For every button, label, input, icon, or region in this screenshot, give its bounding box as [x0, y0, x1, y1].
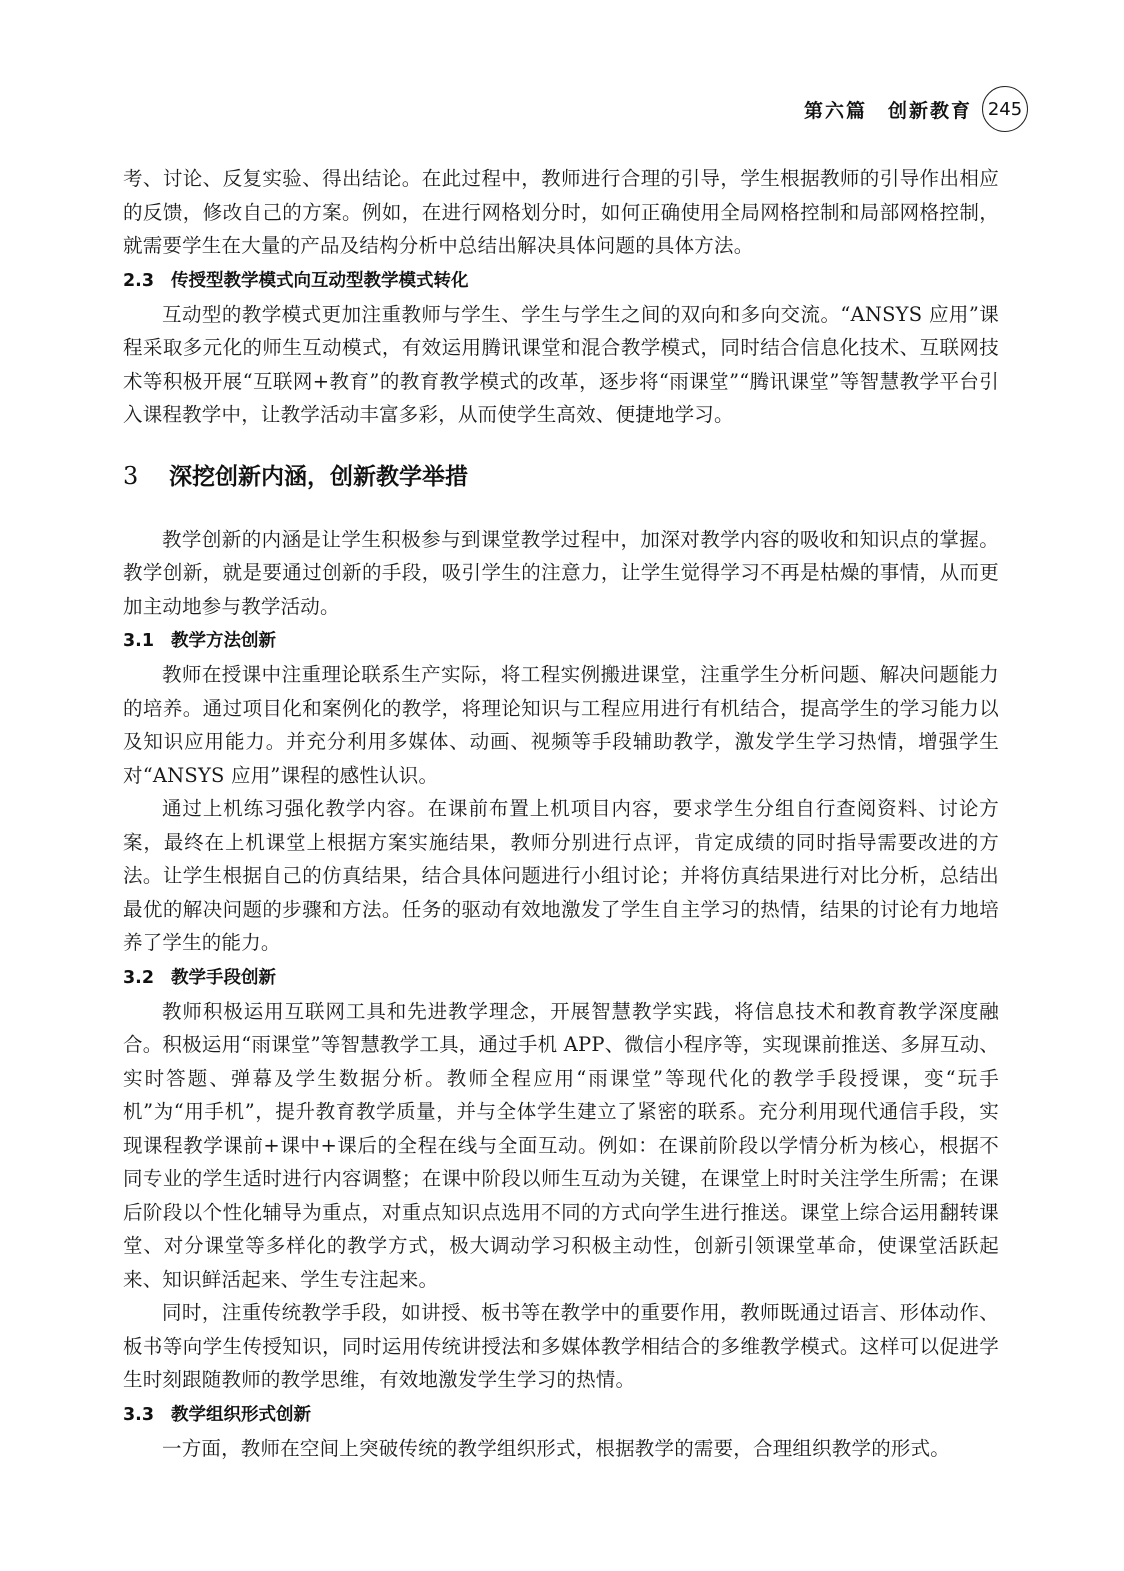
subsection-title: 传授型教学模式向互动型教学模式转化: [171, 270, 469, 291]
subsection-title: 教学组织形式创新: [171, 1404, 311, 1425]
subsection-number: 2.3: [123, 270, 155, 291]
subsection-heading-3-1: [123, 626, 999, 656]
subsection-heading-2-3: [123, 266, 999, 296]
page-number: 245: [982, 86, 1028, 132]
subsection-heading-3-3: [123, 1400, 999, 1430]
paragraph: 一方面，教师在空间上突破传统的教学组织形式，根据教学的需要，合理组织教学的形式。: [162, 1436, 951, 1460]
subsection-title: 教学手段创新: [171, 967, 276, 988]
paragraph: 教学创新的内涵是让学生积极参与到课堂教学过程中，加深对教学内容的吸收和知识点的掌握。教学创新，就是要通过创新的手段，吸引学生的注意力，让学生觉得学习不再是枯燥的事情，从而更加主动地参与教学活动。: [123, 527, 999, 618]
running-header: [804, 86, 1028, 132]
running-title: 第六篇 创新教育: [803, 99, 972, 122]
subsection-title: 教学方法创新: [171, 631, 276, 651]
paragraph: 教师积极运用互联网工具和先进教学理念，开展智慧教学实践，将信息技术和教育教学深度融合。积极运用“雨课堂”等智慧教学工具，通过手机 APP、微信小程序等，实现课前推送、多屏互动、实时答题、弹幕及学生数据分析。教师全程应用“雨课堂”等现代化的教学手段授课，变“玩手机”为“用手机”，提升教育教学质量，并与全体学生建立了紧密的联系。充分利用现代通信手段，实现课程教学课前+课中+课后的全程在线与全面互动。例如：在课前阶段以学情分析为核心，根据不同专业的学生适时进行内容调整；在课中阶段以师生互动为关键，在课堂上时时关注学生所需；在课后阶段以个性化辅导为重点，对重点知识点选用不同的方式向学生进行推送。课堂上综合运用翻转课堂、对分课堂等多样化的教学方式，极大调动学习积极主动性，创新引领课堂革命，使课堂活跃起来、知识鲜活起来、学生专注起来。: [123, 999, 999, 1291]
subsection-number: 3.2: [123, 967, 155, 988]
paragraph: 同时，注重传统教学手段，如讲授、板书等在教学中的重要作用，教师既通过语言、形体动作、板书等向学生传授知识，同时运用传统讲授法和多媒体教学相结合的多维教学模式。这样可以促进学生时刻跟随教师的教学思维，有效地激发学生学习的热情。: [123, 1301, 999, 1391]
paragraph: 通过上机练习强化教学内容。在课前布置上机项目内容，要求学生分组自行查阅资料、讨论方案，最终在上机课堂上根据方案实施结果，教师分别进行点评，肯定成绩的同时指导需要改进的方法。让学生根据自己的仿真结果，结合具体问题进行小组讨论；并将仿真结果进行对比分析，总结出最优的解决问题的步骤和方法。任务的驱动有效地激发了学生自主学习的热情，结果的讨论有力地培养了学生的能力。: [123, 797, 999, 954]
subsection-number: 3.3: [123, 1404, 155, 1425]
section-heading-3: [123, 458, 999, 495]
body-content: [123, 162, 999, 1465]
subsection-heading-3-2: [123, 963, 999, 993]
subsection-number: 3.1: [123, 631, 155, 651]
section-title: 深挖创新内涵，创新教学举措: [169, 463, 468, 490]
paragraph-continuation: 考、讨论、反复实验、得出结论。在此过程中，教师进行合理的引导，学生根据教师的引导作出相应的反馈，修改自己的方案。例如，在进行网格划分时，如何正确使用全局网格控制和局部网格控制，就需要学生在大量的产品及结构分析中总结出解决具体问题的具体方法。: [123, 167, 999, 257]
section-number: 3: [123, 461, 139, 490]
paragraph: 教师在授课中注重理论联系生产实际，将工程实例搬进课堂，注重学生分析问题、解决问题能力的培养。通过项目化和案例化的教学，将理论知识与工程应用进行有机结合，提高学生的学习能力以及知识应用能力。并充分利用多媒体、动画、视频等手段辅助教学，激发学生学习热情，增强学生对“ANSYS 应用”课程的感性认识。: [123, 663, 999, 787]
paragraph: 互动型的教学模式更加注重教师与学生、学生与学生之间的双向和多向交流。“ANSYS 应用”课程采取多元化的师生互动模式，有效运用腾讯课堂和混合教学模式，同时结合信息化技术、互联网技术等积极开展“互联网+教育”的教育教学模式的改革，逐步将“雨课堂”“腾讯课堂”等智慧教学平台引入课程教学中，让教学活动丰富多彩，从而使学生高效、便捷地学习。: [123, 302, 999, 426]
